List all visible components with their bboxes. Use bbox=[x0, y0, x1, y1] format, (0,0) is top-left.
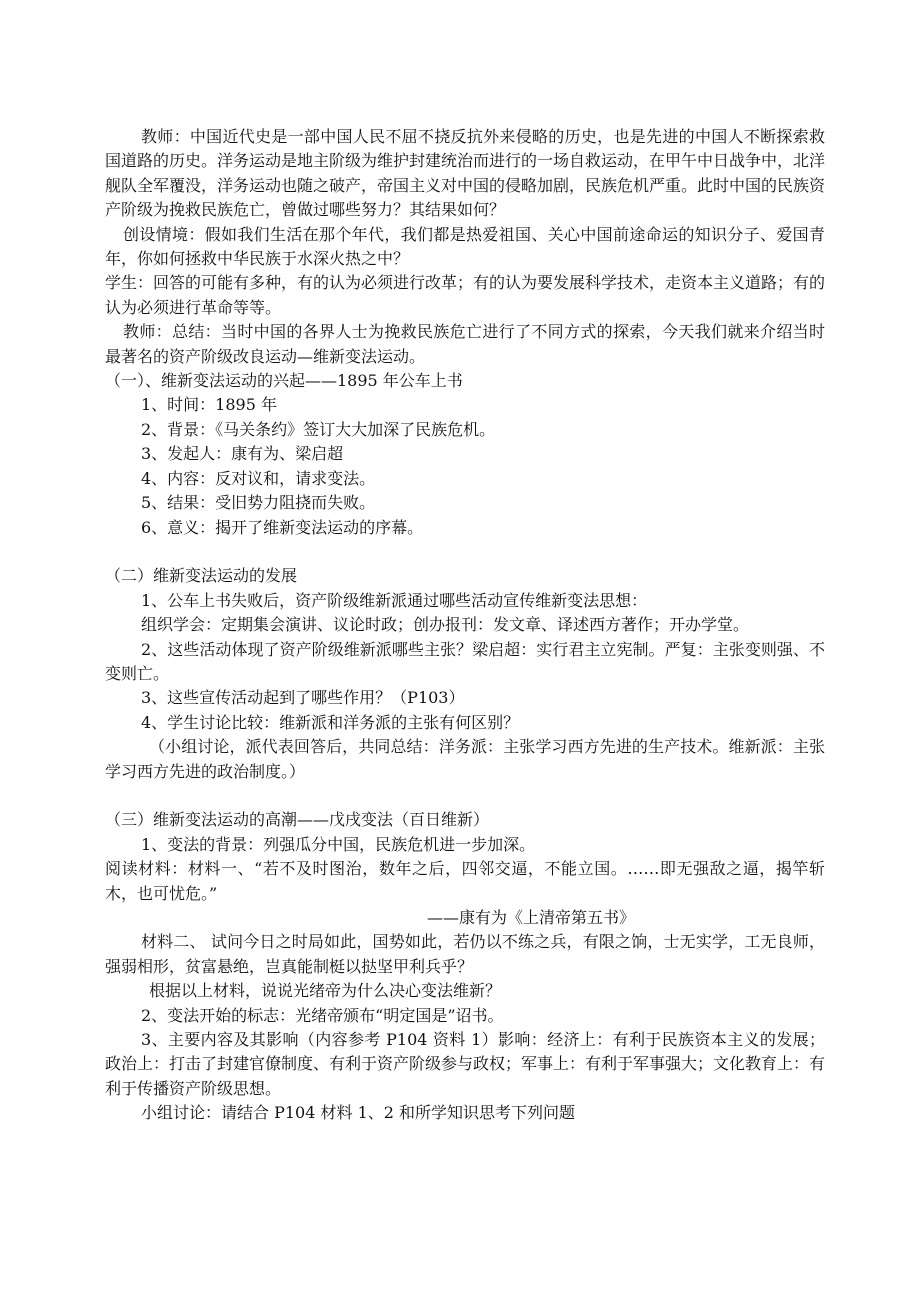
list-item: 2、背景：《马关条约》签订大大加深了民族危机。 bbox=[141, 419, 496, 439]
blank-line bbox=[105, 784, 825, 808]
list-item: 3、发起人：康有为、梁启超 bbox=[141, 444, 344, 464]
section-heading-rise: （一）、维新变法运动的兴起——1895 年公车上书 bbox=[105, 371, 463, 391]
paragraph: 4、学生讨论比较：维新派和洋务派的主张有何区别？ bbox=[141, 712, 520, 732]
paragraph: 小组讨论：请结合 P104 材料 1、2 和所学知识思考下列问题 bbox=[141, 1103, 576, 1123]
paragraph: 2、这些活动体现了资产阶级维新派哪些主张？梁启超：实行君主立宪制。严复：主张变则强、不变则亡。 bbox=[105, 639, 825, 683]
paragraph: 2、变法开始的标志：光绪帝颁布“明定国是”诏书。 bbox=[141, 1005, 504, 1025]
paragraph: 3、主要内容及其影响（内容参考 P104 资料 1）影响：经济上：有利于民族资本主义的发展；政治上：打击了封建官僚制度、有利于资产阶级参与政权；军事上：有利于军事强大；文化教育上：有利于传播资产阶级思想。 bbox=[105, 1030, 826, 1098]
quote-source: ——康有为《上清帝第五书》 bbox=[427, 907, 636, 927]
paragraph-material-one: 阅读材料：材料一、“若不及时图治，数年之后，四邻交逼，不能立国。……即无强敌之逼，揭竿斩木，也可忧危。” bbox=[105, 859, 825, 903]
paragraph-teacher-summary: 教师：总结：当时中国的各界人士为挽救民族危亡进行了不同方式的探索，今天我们就来介绍当时最著名的资产阶级改良运动—维新变法运动。 bbox=[105, 322, 825, 366]
list-item: 5、结果：受旧势力阻挠而失败。 bbox=[141, 493, 376, 513]
paragraph: 1、变法的背景：列强瓜分中国，民族危机进一步加深。 bbox=[141, 834, 536, 854]
section-heading-climax: （三）维新变法运动的高潮——戊戌变法（百日维新） bbox=[105, 810, 490, 830]
paragraph-scenario: 创设情境：假如我们生活在那个年代，我们都是热爱祖国、关心中国前途命运的知识分子、爱国青年，你如何拯救中华民族于水深火热之中？ bbox=[105, 224, 825, 269]
paragraph: （小组讨论，派代表回答后，共同总结：洋务派：主张学习西方先进的生产技术。维新派：主张学习西方先进的政治制度。） bbox=[105, 737, 825, 781]
paragraph-teacher-intro: 教师：中国近代史是一部中国人民不屈不挠反抗外来侵略的历史，也是先进的中国人不断探索救国道路的历史。洋务运动是地主阶级为维护封建统治而进行的一场自救运动，在甲午中日战争中，北洋舰队全军覆没，洋务运动也随之破产，帝国主义对中国的侵略加剧，民族危机严重。此时中国的民族资产阶级为挽救民族危亡，曾做过哪些努力？其结果如何？ bbox=[105, 127, 826, 220]
list-item: 4、内容：反对议和，请求变法。 bbox=[141, 468, 376, 488]
document-page bbox=[105, 125, 825, 1126]
section-heading-development: （二）维新变法运动的发展 bbox=[105, 566, 298, 586]
paragraph: 3、这些宣传活动起到了哪些作用？（P103） bbox=[141, 688, 465, 708]
list-item: 1、时间：1895 年 bbox=[141, 395, 277, 415]
list-item: 6、意义：揭开了维新变法运动的序幕。 bbox=[141, 517, 424, 537]
paragraph: 组织学会：定期集会演讲、议论时政；创办报刊：发文章、译述西方著作；开办学堂。 bbox=[141, 615, 750, 635]
paragraph-material-two: 材料二、 试问今日之时局如此，国势如此，若仍以不练之兵，有限之饷，士无实学，工无良师，强弱相形，贫富悬绝，岂真能制梃以挞坚甲利兵乎？ bbox=[105, 932, 825, 976]
blank-line bbox=[105, 540, 825, 564]
paragraph: 1、公车上书失败后，资产阶级维新派通过哪些活动宣传维新变法思想： bbox=[141, 590, 648, 610]
paragraph-student: 学生：回答的可能有多种，有的认为必须进行改革；有的认为要发展科学技术，走资本主义道路；有的认为必须进行革命等等。 bbox=[105, 273, 826, 317]
paragraph: 根据以上材料，说说光绪帝为什么决心变法维新？ bbox=[149, 981, 502, 1001]
